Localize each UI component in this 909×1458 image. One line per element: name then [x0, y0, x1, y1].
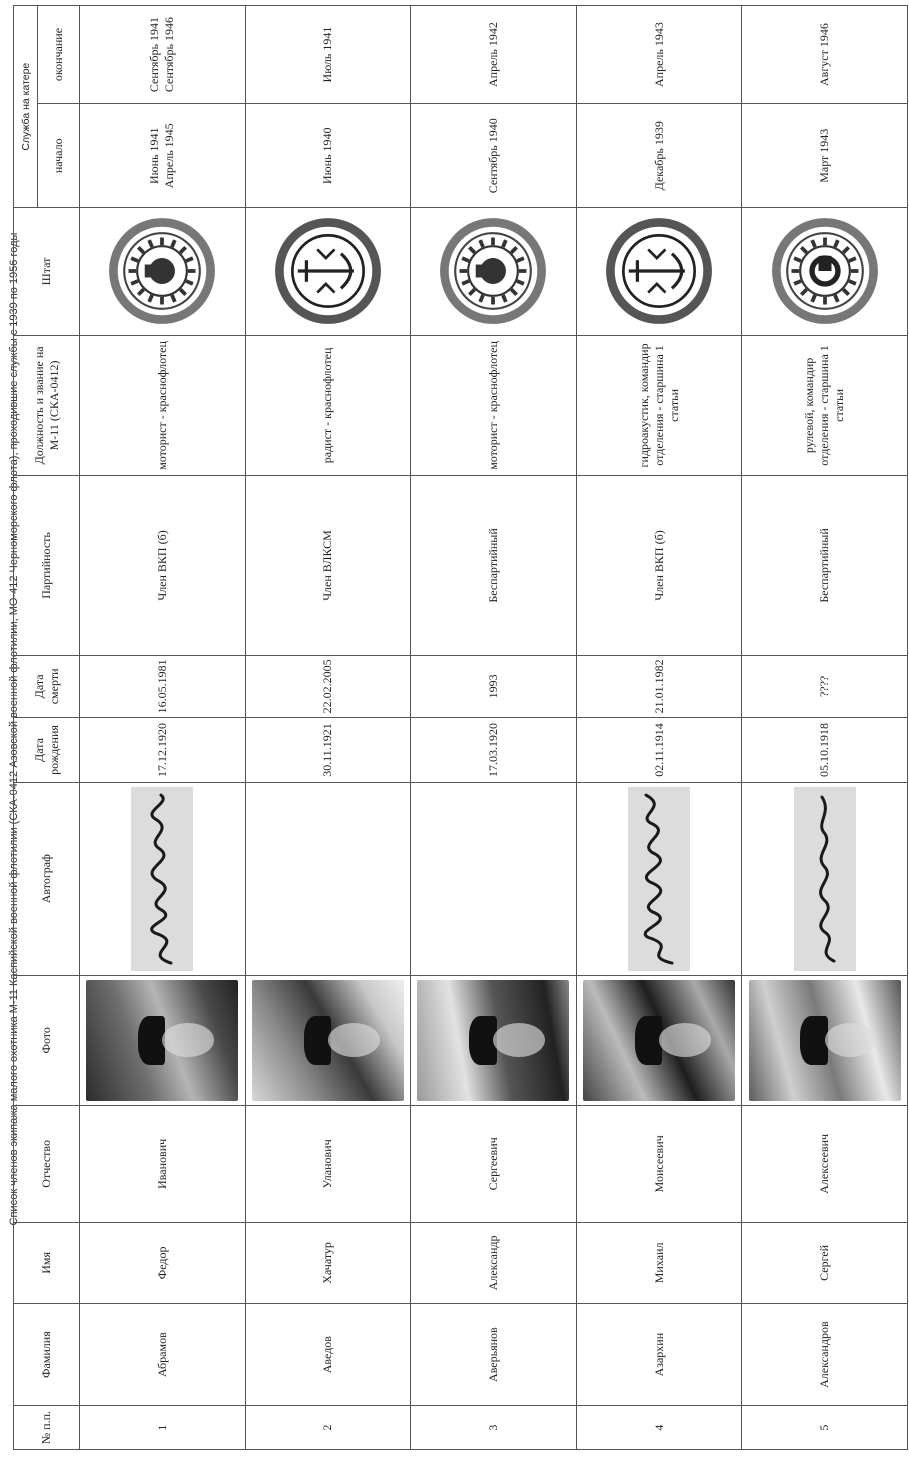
cell-start: Март 1943	[742, 104, 908, 208]
cell-birth: 17.03.1920	[411, 718, 577, 783]
cell-surname: Аверьянов	[411, 1304, 577, 1406]
cell-photo	[411, 975, 577, 1105]
cell-end: Июль 1941	[245, 6, 411, 104]
header-birth: Дата рождения	[14, 718, 80, 783]
header-num: № п.п.	[14, 1406, 80, 1450]
cell-photo	[576, 975, 742, 1105]
cell-autograph	[576, 782, 742, 975]
cell-death: ????	[742, 655, 908, 718]
motorist-insignia-icon	[439, 217, 547, 325]
crew-table	[13, 5, 908, 1450]
table-row	[576, 6, 742, 1450]
cell-position: радист - краснофлотец	[245, 335, 411, 476]
motorist-insignia-icon	[108, 217, 216, 325]
signature-icon	[628, 787, 690, 971]
cell-birth: 17.12.1920	[80, 718, 246, 783]
header-death: Дата смерти	[14, 655, 80, 718]
cell-name: Федор	[80, 1222, 246, 1303]
table-row	[411, 6, 577, 1450]
helmsman-insignia-icon	[771, 217, 879, 325]
cell-num: 2	[245, 1406, 411, 1450]
cell-position: моторист - краснофлотец	[411, 335, 577, 476]
cell-death: 16.05.1981	[80, 655, 246, 718]
header-rating: Штат	[14, 208, 80, 335]
cell-death: 22.02.2005	[245, 655, 411, 718]
document-caption: Список членов экипажа малого охотника М-11 Каспийской военной флотилии (СКА-0412 Азовской военной флотилии, МО-412 Черноморского флота), проходившие службы с 1939 по 1956 годы	[8, 232, 20, 1226]
radio-insignia-icon	[605, 217, 713, 325]
table-row	[80, 6, 246, 1450]
cell-surname: Александров	[742, 1304, 908, 1406]
cell-birth: 30.11.1921	[245, 718, 411, 783]
cell-death: 1993	[411, 655, 577, 718]
cell-party: Беспартийный	[411, 476, 577, 655]
signature-icon	[131, 787, 193, 971]
cell-end: Август 1946	[742, 6, 908, 104]
cell-surname: Аведов	[245, 1304, 411, 1406]
cell-birth: 02.11.1914	[576, 718, 742, 783]
cell-party: Беспартийный	[742, 476, 908, 655]
sailor-portrait-icon	[583, 980, 735, 1101]
header-party: Партийность	[14, 476, 80, 655]
cell-party: Член ВКП (б)	[80, 476, 246, 655]
cell-patronymic: Сергеевич	[411, 1105, 577, 1222]
sailor-portrait-icon	[749, 980, 901, 1101]
cell-surname: Абрамов	[80, 1304, 246, 1406]
table-row	[742, 6, 908, 1450]
cell-photo	[742, 975, 908, 1105]
cell-name: Хачатур	[245, 1222, 411, 1303]
sailor-portrait-icon	[417, 980, 569, 1101]
cell-rating	[80, 208, 246, 335]
cell-autograph	[742, 782, 908, 975]
header-service: Служба на катере	[14, 6, 38, 208]
cell-photo	[80, 975, 246, 1105]
cell-surname: Азархин	[576, 1304, 742, 1406]
cell-patronymic: Алексеевич	[742, 1105, 908, 1222]
cell-photo	[245, 975, 411, 1105]
crew-table-body	[80, 6, 908, 1450]
cell-end: Апрель 1942	[411, 6, 577, 104]
cell-autograph	[411, 782, 577, 975]
cell-patronymic: Иванович	[80, 1105, 246, 1222]
header-patronymic: Отчество	[14, 1105, 80, 1222]
crew-table-wrapper	[13, 5, 908, 1450]
cell-patronymic: Уланович	[245, 1105, 411, 1222]
sailor-portrait-icon	[86, 980, 238, 1101]
cell-birth: 05.10.1918	[742, 718, 908, 783]
cell-rating	[245, 208, 411, 335]
cell-autograph	[245, 782, 411, 975]
cell-start: Июнь 1940	[245, 104, 411, 208]
radio-insignia-icon	[274, 217, 382, 325]
cell-position: рулевой, командир отделения - старшина 1 статьи	[742, 335, 908, 476]
cell-patronymic: Моисеевич	[576, 1105, 742, 1222]
cell-party: Член ВЛКСМ	[245, 476, 411, 655]
cell-name: Александр	[411, 1222, 577, 1303]
cell-num: 5	[742, 1406, 908, 1450]
cell-num: 3	[411, 1406, 577, 1450]
header-surname: Фамилия	[14, 1304, 80, 1406]
cell-start: Июнь 1941 Апрель 1945	[80, 104, 246, 208]
header-name: Имя	[14, 1222, 80, 1303]
table-row	[245, 6, 411, 1450]
cell-position: гидроакустик, командир отделения - старшина 1 статьи	[576, 335, 742, 476]
header-start: начало	[38, 104, 80, 208]
header-position: Должность и звание на М-11 (СКА-0412)	[14, 335, 80, 476]
cell-start: Сентябрь 1940	[411, 104, 577, 208]
cell-rating	[742, 208, 908, 335]
cell-position: моторист - краснофлотец	[80, 335, 246, 476]
header-photo: Фото	[14, 975, 80, 1105]
header-autograph: Автограф	[14, 782, 80, 975]
cell-death: 21.01.1982	[576, 655, 742, 718]
cell-party: Член ВКП (б)	[576, 476, 742, 655]
cell-start: Декабрь 1939	[576, 104, 742, 208]
cell-num: 1	[80, 1406, 246, 1450]
cell-name: Сергей	[742, 1222, 908, 1303]
sailor-portrait-icon	[252, 980, 404, 1101]
cell-rating	[411, 208, 577, 335]
cell-name: Михаил	[576, 1222, 742, 1303]
header-end: окончание	[38, 6, 80, 104]
cell-end: Апрель 1943	[576, 6, 742, 104]
cell-end: Сентябрь 1941 Сентябрь 1946	[80, 6, 246, 104]
cell-rating	[576, 208, 742, 335]
signature-icon	[794, 787, 856, 971]
cell-num: 4	[576, 1406, 742, 1450]
cell-autograph	[80, 782, 246, 975]
